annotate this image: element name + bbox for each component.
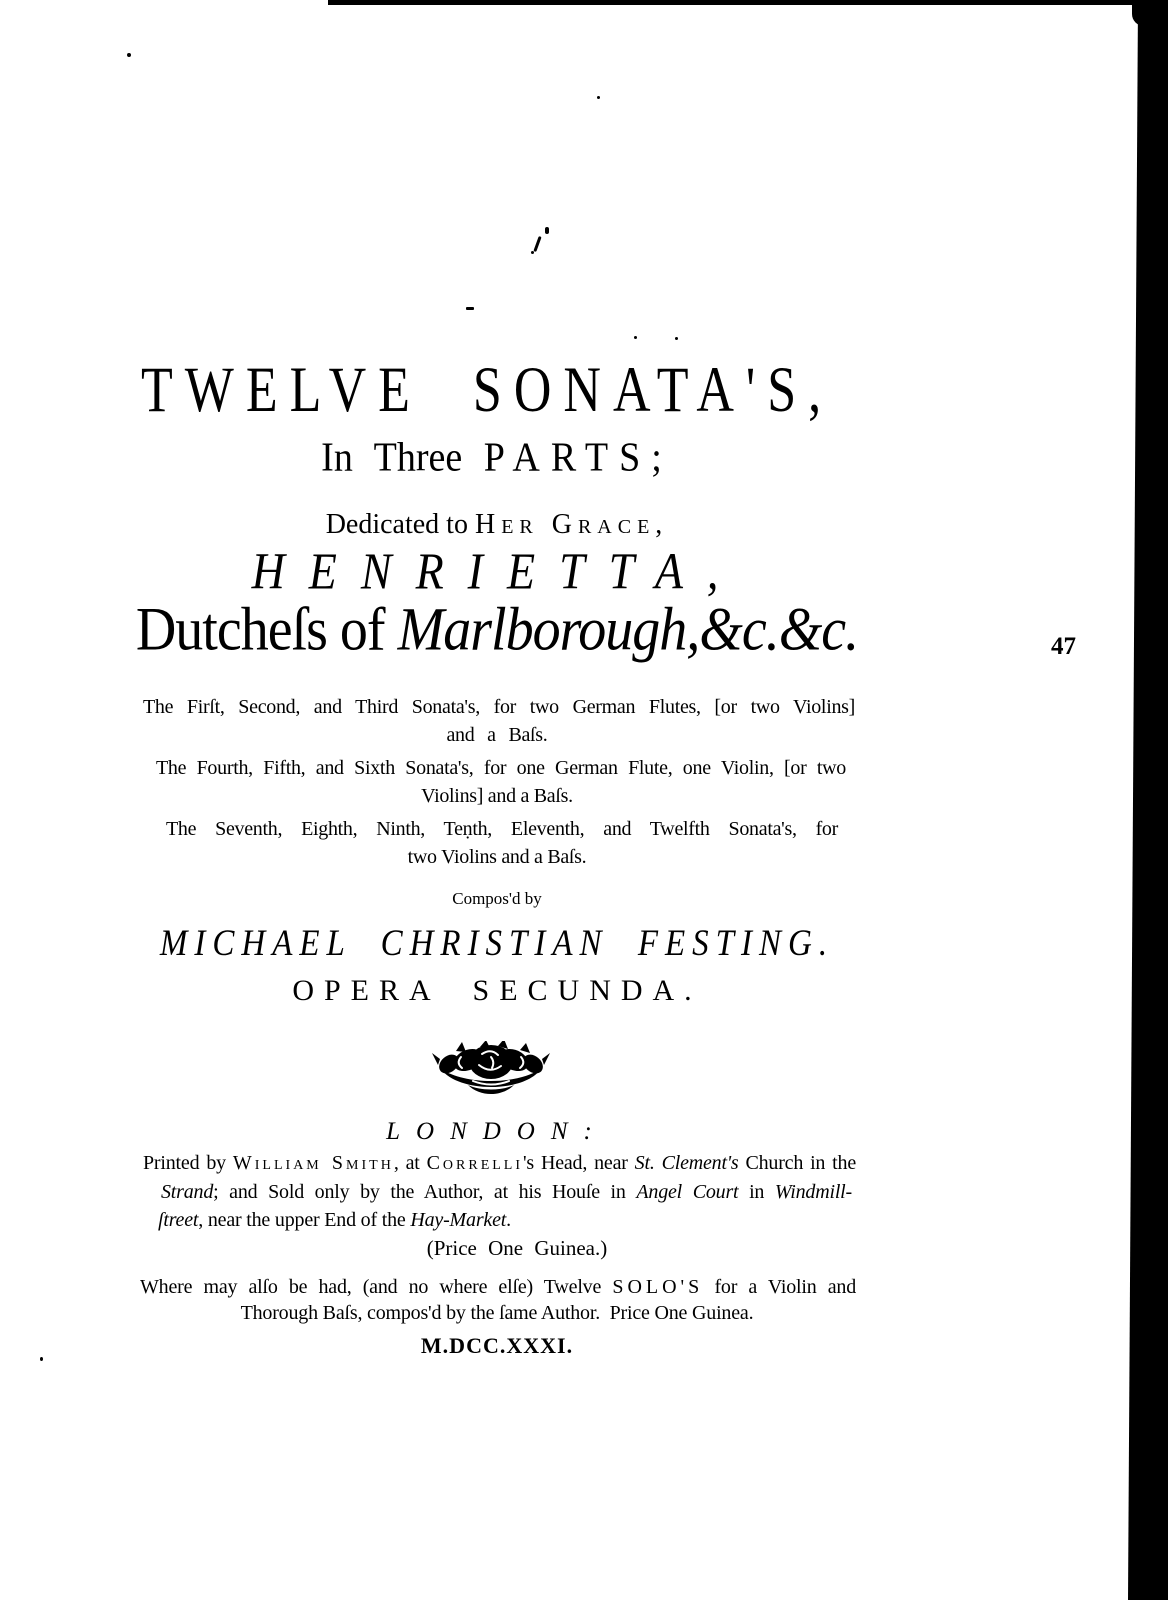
ink-speck [533,236,541,252]
ink-speck [466,307,474,310]
ink-speck [545,227,549,234]
scan-edge-artifact-top [328,0,1144,5]
group3-line1: The Seventh, Eighth, Ninth, Teṇth, Eleventh, and Twelfth Sonata's, for [166,818,838,840]
price-line: (Price One Guinea.) [426,1236,608,1260]
page-number: 47 [1051,633,1076,660]
text-segment: Hay-Market [410,1209,507,1231]
scan-edge-artifact-right [1128,0,1168,1600]
group3-line2: two Violins and a Baſs. [407,846,587,868]
text-segment: PARTS; [483,434,673,481]
text-segment: SOLO'S [612,1276,704,1298]
group2-line1: The Fourth, Fifth, and Sixth Sonata's, for one German Flute, one Violin, [or two [156,757,846,779]
ink-speck [127,53,131,57]
text-segment: Church in the [738,1152,857,1174]
ink-speck [634,336,637,339]
composer-name: MICHAEL CHRISTIAN FESTING. [159,923,835,965]
scan-edge-corner [1132,0,1148,26]
dedicatee-name: HENRIETTA, [251,542,743,600]
text-segment: ; and Sold only by the Author, at his Houſe in [213,1181,637,1203]
text-segment: Printed by [143,1152,233,1174]
also-available-line-1 [140,1277,856,1298]
text-segment: Where may alſo be had, (and no where elſe) Twelve [140,1276,613,1298]
group1-line1: The Firſt, Second, and Third Sonata's, for two German Flutes, [or two Violins] [143,696,855,718]
text-segment: , near the upper End of the [198,1209,411,1231]
composed-by-label: Compos'd by [452,889,542,908]
text-segment: Windmill- [774,1181,852,1203]
dedication-line [0,510,994,539]
page-title: TWELVE SONATA'S, [141,354,834,426]
text-segment: , at [393,1152,427,1174]
text-segment: Dedicated to [325,509,475,540]
imprint-date: M.DCC.XXXI. [420,1333,574,1358]
text-segment: St. Clement's [634,1152,739,1174]
text-segment: Angel Court [636,1181,739,1203]
text-segment: 's Head, near [523,1152,635,1174]
floral-ornament-icon [428,1041,554,1099]
imprint-city: LONDON: [386,1118,608,1145]
text-segment: for a Violin and [703,1276,856,1298]
duchess-line [0,595,994,664]
group1-line2: and a Baſs. [446,724,548,746]
text-segment: Thorough Baſs, compos'd by the ſame Author. Price One Guinea. [240,1302,754,1324]
text-segment: Correlli [426,1152,524,1174]
subtitle [0,434,994,481]
imprint-line-2 [161,1182,852,1203]
ink-speck [675,337,678,340]
also-available-line-2 [0,1303,994,1324]
text-segment: Her Grace, [474,509,669,540]
text-segment: Strand [161,1181,214,1203]
text-segment: Dutcheſs of [135,595,398,664]
text-segment: in [738,1181,775,1203]
text-segment: William Smith [232,1152,394,1174]
group2-line2: Violins] and a Baſs. [421,785,573,807]
text-segment: ſtreet [158,1209,199,1231]
opus-title: OPERA SECUNDA. [292,974,702,1007]
imprint-line-1 [143,1153,856,1174]
ink-speck [531,251,534,254]
ink-speck [597,96,600,99]
imprint-line-3 [158,1210,511,1231]
text-segment: In Three [321,434,484,481]
text-segment: Marlborough,&c.&c. [397,595,859,664]
text-segment: . [506,1209,511,1231]
ink-speck [40,1357,43,1361]
